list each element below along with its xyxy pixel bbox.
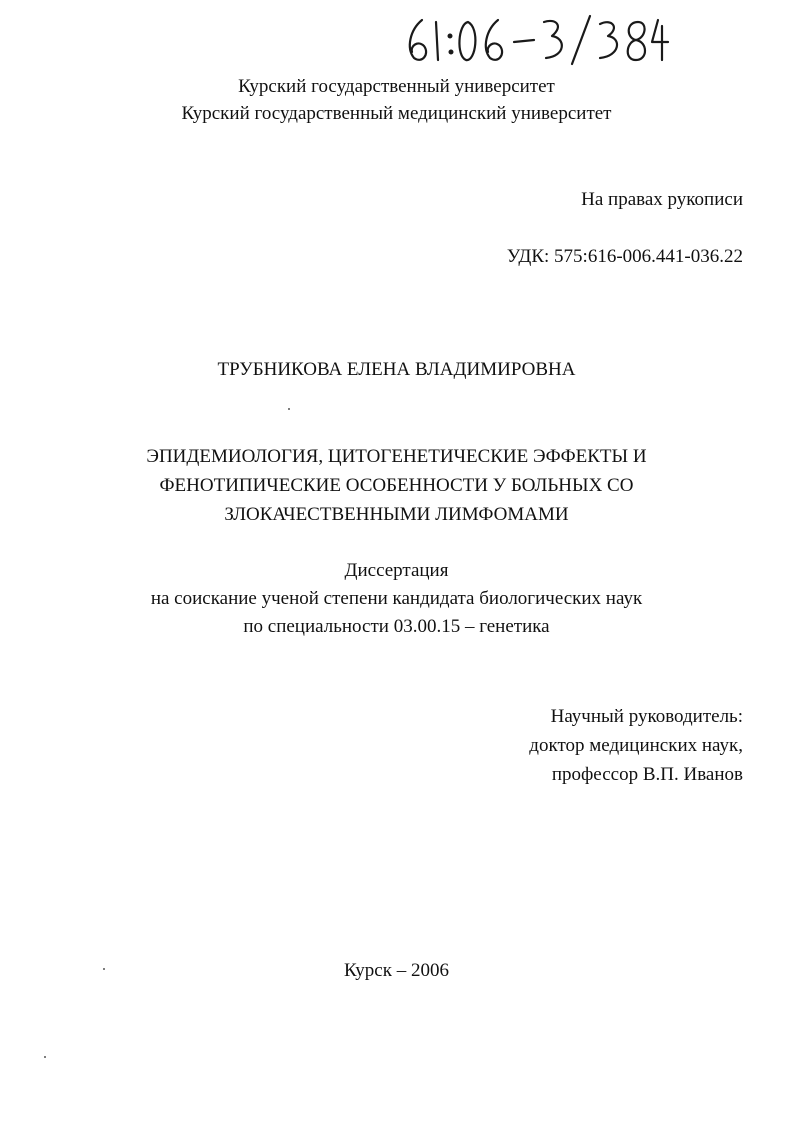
handwritten-catalog-number <box>400 8 670 68</box>
scan-speck <box>44 1056 46 1058</box>
supervisor-degree: доктор медицинских наук, <box>529 735 743 756</box>
udc-code: УДК: 575:616-006.441-036.22 <box>506 246 743 267</box>
title-line-1: ЭПИДЕМИОЛОГИЯ, ЦИТОГЕНЕТИЧЕСКИЕ ЭФФЕКТЫ И <box>146 446 647 467</box>
supervisor-name: профессор В.П. Иванов <box>551 764 743 785</box>
city-year: Курск – 2006 <box>344 960 449 981</box>
handwriting-image <box>400 8 670 68</box>
author-name: ТРУБНИКОВА ЕЛЕНА ВЛАДИМИРОВНА <box>217 359 576 380</box>
title-line-3: ЗЛОКАЧЕСТВЕННЫМИ ЛИМФОМАМИ <box>224 504 569 525</box>
dissertation-degree: на соискание ученой степени кандидата биологических наук <box>150 588 643 609</box>
dissertation-label: Диссертация <box>344 560 449 581</box>
scan-speck <box>103 968 105 970</box>
rights-notice: На правах рукописи <box>581 189 743 210</box>
supervisor-block <box>529 702 743 789</box>
university-name-1: Курский государственный университет <box>238 76 555 97</box>
title-line-2: ФЕНОТИПИЧЕСКИЕ ОСОБЕННОСТИ У БОЛЬНЫХ СО <box>159 475 634 496</box>
supervisor-label: Научный руководитель: <box>550 706 743 727</box>
dissertation-specialty: по специальности 03.00.15 – генетика <box>243 616 550 637</box>
scan-speck <box>288 408 290 410</box>
university-name-2: Курский государственный медицинский университет <box>181 103 612 124</box>
